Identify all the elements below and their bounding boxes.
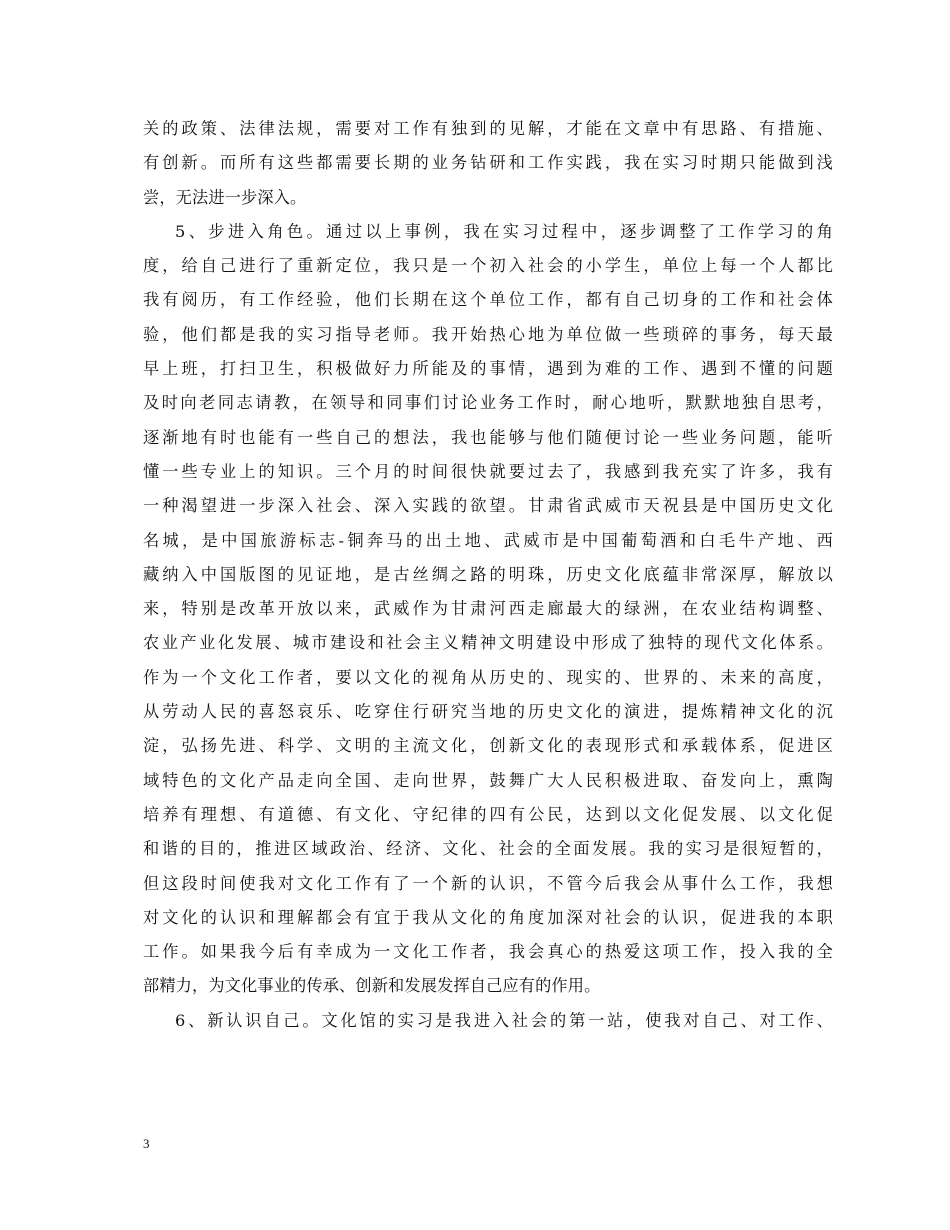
document-body bbox=[143, 112, 833, 1038]
text-line: 和谐的目的，推进区域政治、经济、文化、社会的全面发展。我的实习是很短暂的， bbox=[143, 839, 833, 859]
text-line: 我有阅历，有工作经验，他们长期在这个单位工作，都有自己切身的工作和社会体 bbox=[143, 290, 833, 310]
text-line: 从劳动人民的喜怒哀乐、吃穿住行研究当地的历史文化的演进，提炼精神文化的沉 bbox=[143, 702, 833, 722]
text-line: 及时向老同志请教，在领导和同事们讨论业务工作时，耐心地听，默默地独自思考， bbox=[143, 393, 833, 413]
page-number: 3 bbox=[143, 1136, 150, 1151]
text-line: 藏纳入中国版图的见证地，是古丝绸之路的明珠，历史文化底蕴非常深厚，解放以 bbox=[143, 564, 833, 584]
text-line: 早上班，打扫卫生，积极做好力所能及的事情，遇到为难的工作、遇到不懂的问题 bbox=[143, 359, 833, 379]
text-line: 尝，无法进一步深入。 bbox=[143, 187, 307, 207]
text-line: 关的政策、法律法规，需要对工作有独到的见解，才能在文章中有思路、有措施、 bbox=[143, 119, 833, 138]
text-line: 名城，是中国旅游标志-铜奔马的出土地、武威市是中国葡萄酒和白毛牛产地、西 bbox=[143, 530, 833, 550]
text-line: 懂一些专业上的知识。三个月的时间很快就要过去了，我感到我充实了许多，我有 bbox=[143, 461, 833, 481]
text-line: 验，他们都是我的实习指导老师。我开始热心地为单位做一些琐碎的事务，每天最 bbox=[143, 324, 833, 344]
text-line: 域特色的文化产品走向全国、走向世界，鼓舞广大人民积极进取、奋发向上，熏陶 bbox=[143, 770, 833, 790]
text-line: 一种渴望进一步深入社会、深入实践的欲望。甘肃省武威市天祝县是中国历史文化 bbox=[143, 496, 833, 516]
text-line: 淀，弘扬先进、科学、文明的主流文化，创新文化的表现形式和承载体系，促进区 bbox=[143, 736, 833, 756]
text-line: 逐渐地有时也能有一些自己的想法，我也能够与他们随便讨论一些业务问题，能听 bbox=[143, 427, 833, 447]
text-line: 作为一个文化工作者，要以文化的视角从历史的、现实的、世界的、未来的高度， bbox=[143, 667, 833, 687]
text-line: 有创新。而所有这些都需要长期的业务钻研和工作实践，我在实习时期只能做到浅 bbox=[143, 153, 833, 173]
text-line: 度，给自己进行了重新定位，我只是一个初入社会的小学生，单位上每一个人都比 bbox=[143, 256, 833, 276]
text-line: 部精力，为文化事业的传承、创新和发展发挥自己应有的作用。 bbox=[143, 976, 601, 996]
text-line: 5、步进入角色。通过以上事例，我在实习过程中，逐步调整了工作学习的角 bbox=[175, 221, 833, 241]
text-line: 但这段时间使我对文化工作有了一个新的认识，不管今后我会从事什么工作，我想 bbox=[143, 873, 833, 893]
text-line: 培养有理想、有道德、有文化、守纪律的四有公民，达到以文化促发展、以文化促 bbox=[143, 804, 833, 824]
text-line: 6、新认识自己。文化馆的实习是我进入社会的第一站，使我对自己、对工作、 bbox=[175, 1010, 833, 1030]
text-line: 来，特别是改革开放以来，武威作为甘肃河西走廊最大的绿洲，在农业结构调整、 bbox=[143, 599, 833, 619]
text-line: 工作。如果我今后有幸成为一文化工作者，我会真心的热爱这项工作，投入我的全 bbox=[143, 942, 833, 962]
text-line: 农业产业化发展、城市建设和社会主义精神文明建设中形成了独特的现代文化体系。 bbox=[143, 633, 833, 653]
text-line: 对文化的认识和理解都会有宜于我从文化的角度加深对社会的认识，促进我的本职 bbox=[143, 907, 833, 927]
